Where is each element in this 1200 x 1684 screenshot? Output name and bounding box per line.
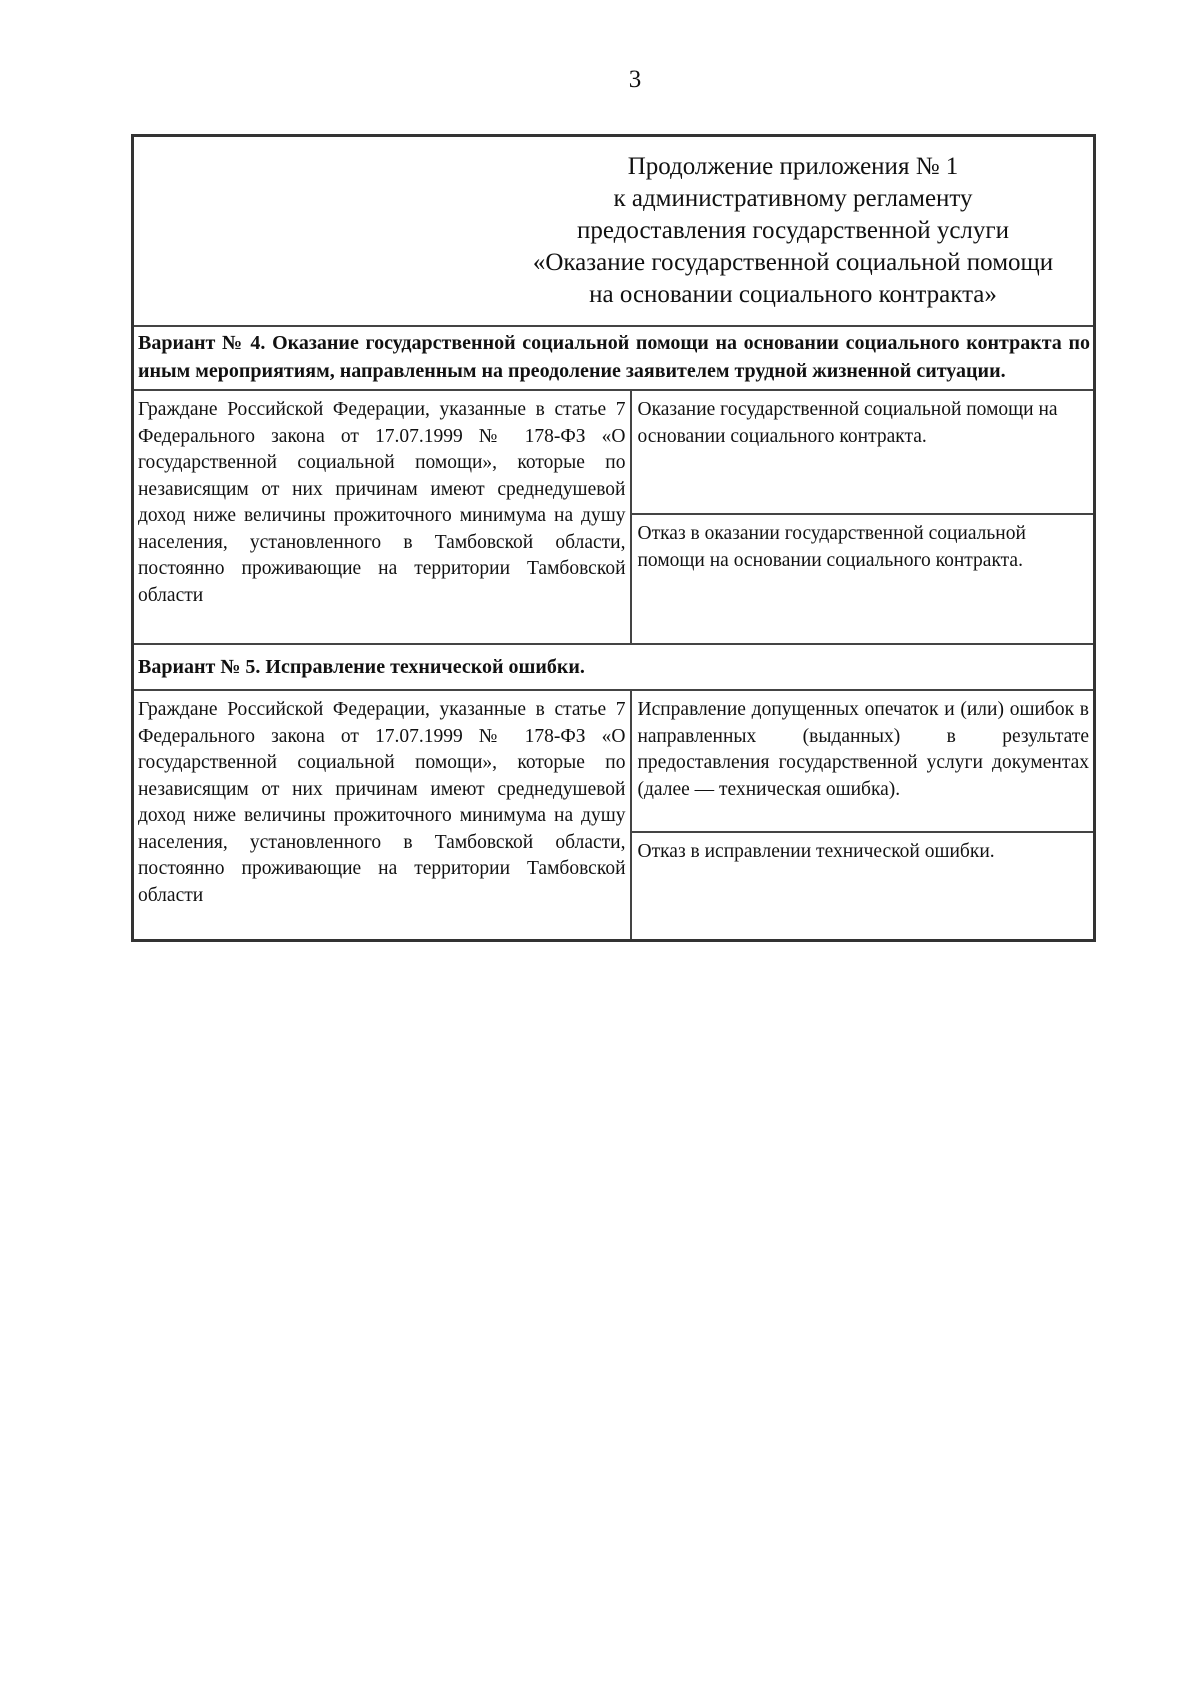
variant-5-result-refusal: Отказ в исправлении технической ошибки.: [631, 832, 1095, 941]
appendix-line: «Оказание государственной социальной помощи: [532, 249, 1054, 276]
appendix-line: к административному регламенту: [613, 185, 973, 212]
appendix-line: Продолжение приложения № 1: [627, 153, 959, 180]
appendix-table: [131, 134, 1096, 942]
appendix-line: на основании социального контракта»: [589, 281, 997, 308]
appendix-header-cell: [133, 136, 1095, 327]
variant-4-title: Вариант № 4. Оказание государственной социальной помощи на основании социального контракта по иным мероприятиям, направленным на преодоление заявителем трудной жизненной ситуации.: [133, 326, 1095, 390]
variant-5-title: Вариант № 5. Исправление технической ошибки.: [133, 644, 1095, 690]
variant-5-result-correction: Исправление допущенных опечаток и (или) ошибок в направленных (выданных) в результате предоставления государственной услуги документах (далее — техническая ошибка).: [631, 690, 1095, 832]
appendix-line: предоставления государственной услуги: [576, 217, 1010, 244]
appendix-heading: [493, 151, 1093, 311]
page-number: 3: [628, 66, 642, 93]
variant-4-result-grant: Оказание государственной социальной помощи на основании социального контракта.: [631, 390, 1095, 514]
variant-4-result-refusal: Отказ в оказании государственной социальной помощи на основании социального контракта.: [631, 514, 1095, 644]
variant-4-applicants: Граждане Российской Федерации, указанные в статье 7 Федерального закона от 17.07.1999 № 178-ФЗ «О государственной социальной помощи», которые по независящим от них причинам имеют среднедушевой доход ниже величины прожиточного минимума на душу населения, установленного в Тамбовской области, постоянно проживающие на территории Тамбовской области: [133, 390, 631, 644]
variant-5-applicants: Граждане Российской Федерации, указанные в статье 7 Федерального закона от 17.07.1999 № 178-ФЗ «О государственной социальной помощи», которые по независящим от них причинам имеют среднедушевой доход ниже величины прожиточного минимума на душу населения, установленного в Тамбовской области, постоянно проживающие на территории Тамбовской области: [133, 690, 631, 941]
